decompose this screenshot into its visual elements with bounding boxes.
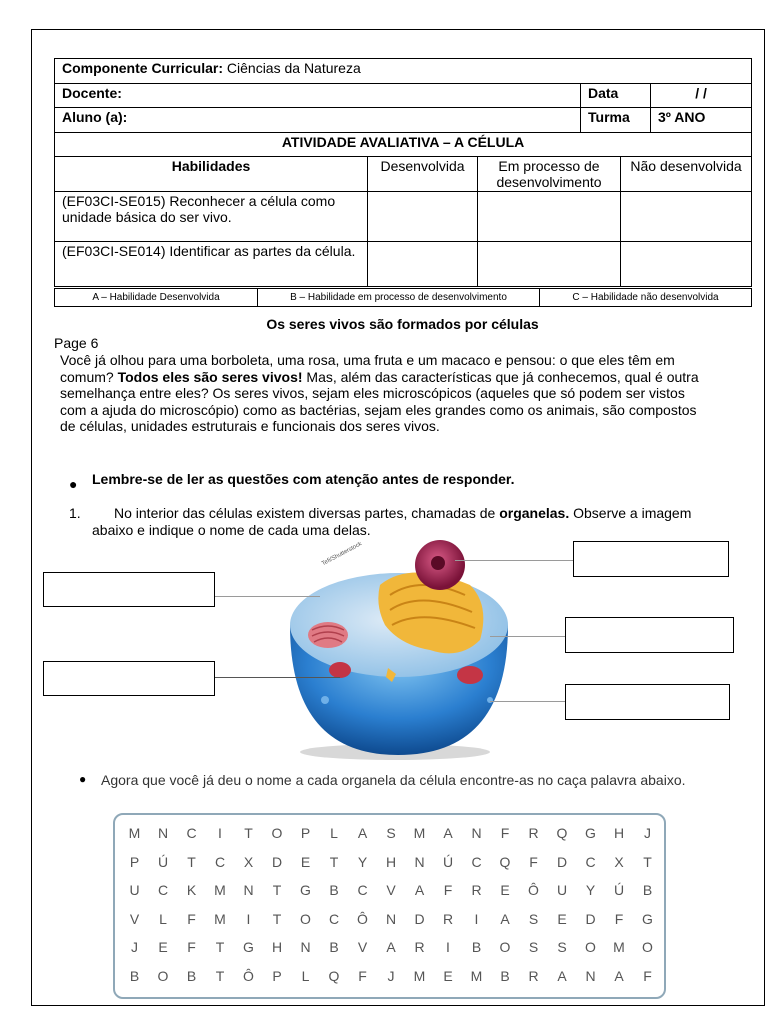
vesicle bbox=[321, 696, 329, 704]
skill-1-nao[interactable] bbox=[621, 192, 752, 242]
skill-2-desenvolvida[interactable] bbox=[368, 242, 478, 287]
skill-1-em-processo[interactable] bbox=[478, 192, 621, 242]
word-search-letter[interactable]: M bbox=[214, 910, 226, 927]
word-search-letter[interactable]: Y bbox=[585, 882, 596, 899]
word-search-letter[interactable]: N bbox=[471, 825, 482, 841]
componente-cell bbox=[55, 59, 752, 84]
skill-2-em-processo[interactable] bbox=[478, 242, 621, 287]
word-search-letter[interactable]: X bbox=[243, 853, 254, 870]
desenvolvida-header: Desenvolvida bbox=[368, 157, 478, 192]
bullet-dot-2: ● bbox=[79, 772, 87, 786]
word-search-letter[interactable]: O bbox=[585, 939, 596, 956]
word-search-letter[interactable]: H bbox=[613, 825, 625, 841]
word-search-letter[interactable]: F bbox=[443, 882, 453, 899]
intro-text-1: Você já olhou para uma borboleta, uma rosa, uma fruta e um macaco e pensou: o que eles têm em comum? bbox=[60, 352, 675, 385]
word-search-letter[interactable]: J bbox=[131, 939, 138, 956]
word-search-letter[interactable]: N bbox=[157, 825, 169, 841]
word-search-letter[interactable]: P bbox=[272, 968, 282, 984]
word-search-letter[interactable]: F bbox=[643, 968, 652, 984]
word-search-letter[interactable]: R bbox=[414, 939, 425, 956]
word-search-letter[interactable]: E bbox=[158, 939, 168, 956]
word-search-letter[interactable]: O bbox=[300, 910, 311, 927]
word-search-letter[interactable]: T bbox=[643, 853, 652, 870]
aluno-label: Aluno (a): bbox=[55, 108, 581, 133]
word-search-letter[interactable]: O bbox=[642, 939, 653, 956]
word-search-letter[interactable]: Ú bbox=[157, 853, 169, 870]
word-search-letter[interactable]: V bbox=[357, 939, 368, 956]
word-search-row bbox=[121, 911, 661, 931]
leader-line-2 bbox=[215, 677, 340, 678]
word-search-letter[interactable]: M bbox=[470, 968, 483, 984]
word-search-row bbox=[121, 968, 661, 988]
word-search-letter[interactable]: K bbox=[186, 882, 197, 899]
word-search-letter[interactable]: B bbox=[186, 968, 197, 984]
cell-illustration bbox=[280, 530, 520, 762]
word-search-letter[interactable]: T bbox=[272, 882, 282, 899]
word-search-letter[interactable]: J bbox=[387, 968, 395, 984]
word-search-letter[interactable]: C bbox=[471, 853, 482, 870]
word-search-letter[interactable]: D bbox=[556, 853, 568, 870]
word-search-letter[interactable]: Ô bbox=[243, 968, 254, 984]
intro-bold: Todos eles são seres vivos! bbox=[117, 368, 303, 385]
skill-2-nao[interactable] bbox=[621, 242, 752, 287]
word-search-letter[interactable]: F bbox=[614, 910, 624, 927]
word-search-letter[interactable]: N bbox=[385, 910, 397, 927]
nucleus bbox=[415, 540, 465, 590]
word-search-letter[interactable]: G bbox=[300, 882, 311, 899]
word-search-letter[interactable]: T bbox=[215, 968, 225, 984]
intro-text-2: Mas, além das características que já conhecemos, qual é outra semelhança entre eles? Os seres vivos, sejam eles microscópicos (aqueles que só podem ser vistos com a ajuda do microscópio) como as bactérias, sejam eles grandes como os animais, são compostos de células, unidades estruturais e funcionais dos seres vivos. bbox=[60, 368, 699, 434]
legend-a: A – Habilidade Desenvolvida bbox=[55, 289, 258, 307]
skill-1-desenvolvida[interactable] bbox=[368, 192, 478, 242]
answer-box-1[interactable] bbox=[43, 572, 215, 607]
word-search-letter[interactable]: S bbox=[386, 825, 396, 841]
word-search-letter[interactable]: A bbox=[500, 910, 510, 927]
legend-b: B – Habilidade em processo de desenvolvimento bbox=[258, 289, 540, 307]
word-search-letter[interactable]: N bbox=[243, 882, 254, 899]
header-table bbox=[54, 58, 752, 287]
word-search-letter[interactable]: R bbox=[471, 882, 482, 899]
nao-desenvolvida-header: Não desenvolvida bbox=[621, 157, 752, 192]
word-search-letter[interactable]: T bbox=[329, 853, 339, 870]
word-search-letter[interactable]: C bbox=[585, 853, 596, 870]
intro-paragraph bbox=[60, 352, 710, 435]
rough-er bbox=[308, 622, 348, 648]
word-search-letter[interactable]: Q bbox=[556, 825, 568, 841]
word-search-letter[interactable]: S bbox=[557, 939, 567, 956]
turma-label: Turma bbox=[581, 108, 651, 133]
word-search-letter[interactable]: D bbox=[585, 910, 596, 927]
word-search-letter[interactable]: X bbox=[614, 853, 624, 870]
word-search-letter[interactable]: D bbox=[271, 853, 283, 870]
vesicle bbox=[487, 697, 493, 703]
bullet-dot: ● bbox=[69, 476, 78, 492]
answer-box-3[interactable] bbox=[573, 541, 729, 577]
word-search-letter[interactable]: M bbox=[413, 968, 426, 984]
word-search-letter[interactable]: E bbox=[500, 882, 510, 899]
word-search-letter[interactable]: T bbox=[244, 825, 253, 841]
answer-box-4[interactable] bbox=[565, 617, 734, 653]
word-search-letter[interactable]: M bbox=[613, 939, 625, 956]
word-search-letter[interactable]: Ô bbox=[357, 910, 368, 927]
word-search-letter[interactable]: C bbox=[357, 882, 368, 899]
word-search-row bbox=[121, 825, 661, 845]
word-search-letter[interactable]: U bbox=[129, 882, 140, 899]
word-search-letter[interactable]: Q bbox=[499, 853, 511, 870]
word-search-letter[interactable]: B bbox=[329, 882, 339, 899]
legend-table bbox=[54, 288, 752, 307]
leader-line-1 bbox=[215, 596, 320, 597]
componente-label: Componente Curricular: bbox=[62, 60, 224, 76]
question-number: 1. bbox=[69, 505, 81, 521]
word-search-letter[interactable]: R bbox=[442, 910, 454, 927]
word-search-letter[interactable]: I bbox=[218, 825, 222, 841]
word-search-letter[interactable]: F bbox=[529, 853, 538, 870]
word-search-letter[interactable]: B bbox=[642, 882, 653, 899]
word-search-row bbox=[121, 939, 661, 959]
word-search-letter[interactable]: B bbox=[500, 968, 510, 984]
reminder-text: Lembre-se de ler as questões com atenção antes de responder. bbox=[92, 471, 515, 487]
skill-row-1: (EF03CI-SE015) Reconhecer a célula como unidade básica do ser vivo. bbox=[55, 192, 368, 242]
word-search-letter[interactable]: O bbox=[271, 825, 283, 841]
word-search-letter[interactable]: P bbox=[129, 853, 140, 870]
word-search-letter[interactable]: M bbox=[413, 825, 426, 841]
word-search-letter[interactable]: D bbox=[414, 910, 425, 927]
componente-value: Ciências da Natureza bbox=[226, 60, 361, 76]
word-search-row bbox=[121, 882, 661, 902]
word-search-letter[interactable]: A bbox=[614, 968, 624, 984]
data-label: Data bbox=[581, 84, 651, 108]
question-text-b: Observe a imagem abaixo e indique o nome de cada uma delas. bbox=[92, 505, 692, 538]
docente-label: Docente: bbox=[55, 84, 581, 108]
word-search-letter[interactable]: G bbox=[585, 825, 596, 841]
word-search-letter[interactable]: S bbox=[528, 910, 539, 927]
word-search-letter[interactable]: A bbox=[443, 825, 453, 841]
word-search-letter[interactable]: H bbox=[385, 853, 397, 870]
word-search-letter[interactable]: V bbox=[129, 910, 140, 927]
word-search-letter[interactable]: Y bbox=[357, 853, 368, 870]
habilidades-header: Habilidades bbox=[55, 157, 368, 192]
word-search-letter[interactable]: Ú bbox=[442, 853, 454, 870]
leader-line-3 bbox=[455, 560, 573, 561]
word-search-letter[interactable]: I bbox=[446, 939, 450, 956]
section-title: Os seres vivos são formados por células bbox=[266, 316, 539, 332]
word-search-letter[interactable]: I bbox=[246, 910, 251, 927]
word-search-letter[interactable]: P bbox=[300, 825, 311, 841]
word-search-letter[interactable]: J bbox=[644, 825, 651, 841]
word-search-letter[interactable]: F bbox=[358, 968, 367, 984]
word-search-letter[interactable]: N bbox=[585, 968, 596, 984]
word-search-letter[interactable]: A bbox=[357, 825, 368, 841]
word-search-letter[interactable]: O bbox=[499, 939, 511, 956]
bullet2-text: Agora que você já deu o nome a cada organela da célula encontre-as no caça palavra abaixo. bbox=[101, 772, 686, 788]
word-search-letter[interactable]: N bbox=[300, 939, 311, 956]
word-search-row bbox=[121, 854, 661, 874]
word-search-letter[interactable]: C bbox=[157, 882, 169, 899]
word-search-letter[interactable]: G bbox=[243, 939, 254, 956]
word-search-letter[interactable]: T bbox=[187, 853, 196, 870]
leader-line-5 bbox=[490, 701, 565, 702]
word-search-letter[interactable]: A bbox=[386, 939, 396, 956]
word-search-letter[interactable]: V bbox=[386, 882, 396, 899]
word-search-letter[interactable]: R bbox=[528, 825, 539, 841]
word-search-letter[interactable]: L bbox=[159, 910, 167, 927]
image-watermark: Tefi/Shutterstock bbox=[321, 541, 363, 568]
word-search-letter[interactable]: I bbox=[474, 910, 479, 927]
em-processo-header: Em processo de desenvolvimento bbox=[478, 157, 621, 192]
word-search-letter[interactable]: Ú bbox=[613, 882, 625, 899]
answer-box-2[interactable] bbox=[43, 661, 215, 696]
turma-value: 3º ANO bbox=[651, 108, 752, 133]
word-search-letter[interactable]: E bbox=[557, 910, 567, 927]
word-search-letter[interactable]: M bbox=[128, 825, 141, 841]
word-search-letter[interactable]: M bbox=[214, 882, 226, 899]
word-search-letter[interactable]: C bbox=[328, 910, 340, 927]
word-search-letter[interactable]: R bbox=[528, 968, 539, 984]
page-label: Page 6 bbox=[54, 335, 99, 351]
word-search-letter[interactable]: E bbox=[300, 853, 311, 870]
word-search-letter[interactable]: Q bbox=[328, 968, 340, 984]
word-search-letter[interactable]: Ô bbox=[528, 882, 539, 899]
word-search-letter[interactable]: C bbox=[186, 825, 197, 841]
word-search-letter[interactable]: F bbox=[187, 910, 196, 927]
question-bold: organelas. bbox=[499, 505, 570, 521]
word-search-letter[interactable]: F bbox=[500, 825, 510, 841]
word-search-letter[interactable]: H bbox=[271, 939, 283, 956]
word-search-letter[interactable]: C bbox=[214, 853, 226, 870]
question-text-a: No interior das células existem diversas partes, chamadas de bbox=[114, 505, 500, 521]
word-search-letter[interactable]: T bbox=[215, 939, 225, 956]
data-value: / / bbox=[651, 84, 752, 108]
word-search-letter[interactable]: G bbox=[642, 910, 653, 927]
word-search-letter[interactable]: A bbox=[557, 968, 567, 984]
answer-box-5[interactable] bbox=[565, 684, 730, 720]
leader-line-4 bbox=[490, 636, 565, 637]
word-search-letter[interactable]: A bbox=[414, 882, 425, 899]
skill-row-2: (EF03CI-SE014) Identificar as partes da célula. bbox=[55, 242, 368, 287]
word-search-letter[interactable]: F bbox=[187, 939, 196, 956]
activity-title: ATIVIDADE AVALIATIVA – A CÉLULA bbox=[55, 133, 752, 157]
legend-c: C – Habilidade não desenvolvida bbox=[540, 289, 752, 307]
word-search-letter[interactable]: T bbox=[272, 910, 282, 927]
word-search-letter[interactable]: U bbox=[556, 882, 568, 899]
word-search-letter[interactable]: B bbox=[129, 968, 140, 984]
word-search-letter[interactable]: L bbox=[330, 825, 338, 841]
word-search-letter[interactable]: L bbox=[301, 968, 310, 984]
word-search-letter[interactable]: E bbox=[443, 968, 453, 984]
word-search-letter[interactable]: O bbox=[157, 968, 169, 984]
word-search-letter[interactable]: S bbox=[528, 939, 539, 956]
word-search-letter[interactable]: B bbox=[471, 939, 482, 956]
word-search-letter[interactable]: N bbox=[414, 853, 425, 870]
word-search-letter[interactable]: B bbox=[329, 939, 339, 956]
